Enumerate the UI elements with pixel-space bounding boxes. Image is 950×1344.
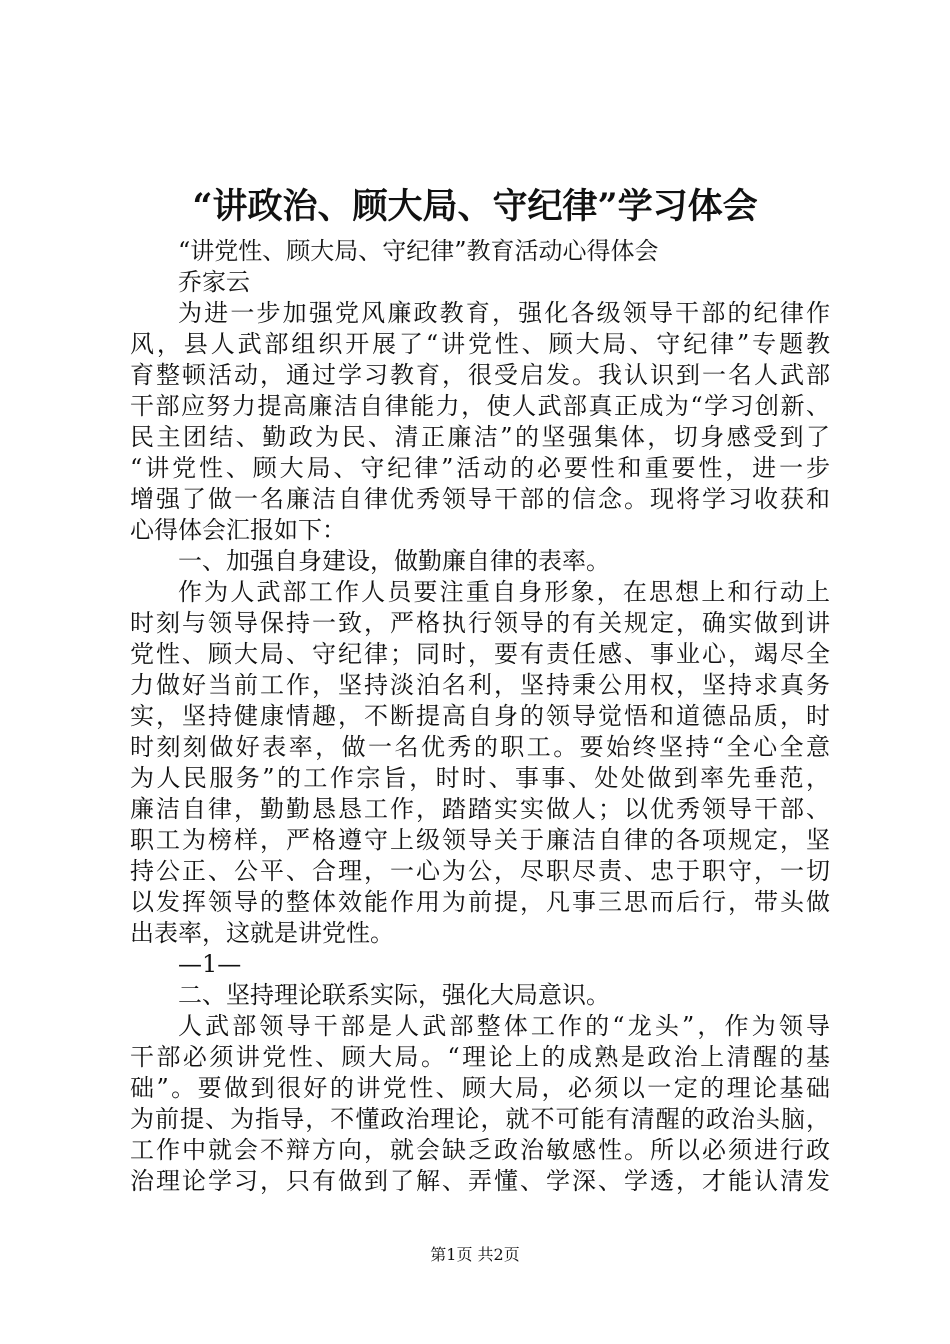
- text-line: 为进一步加强党风廉政教育，强化各级领导干部的纪律作: [178, 299, 830, 327]
- text-line: 风，县人武部组织开展了“讲党性、顾大局、守纪律”专题教: [130, 330, 830, 358]
- text-line: 人武部领导干部是人武部整体工作的“龙头”，作为领导: [178, 1012, 830, 1040]
- document-body: [130, 236, 830, 1197]
- text-line: 作为人武部工作人员要注重自身形象，在思想上和行动上: [178, 578, 830, 606]
- text-line: 廉洁自律，勤勤恳恳工作，踏踏实实做人；以优秀领导干部、: [130, 795, 830, 823]
- text-line: 党性、顾大局、守纪律；同时，要有责任感、事业心，竭尽全: [130, 640, 830, 668]
- text-line: 干部必须讲党性、顾大局。“理论上的成熟是政治上清醒的基: [130, 1043, 830, 1071]
- subtitle: “讲党性、顾大局、守纪律”教育活动心得体会: [178, 237, 659, 265]
- text-line: 为人民服务”的工作宗旨，时时、事事、处处做到率先垂范，: [130, 764, 830, 792]
- page-number-footer: 第1页 共2页: [430, 1245, 520, 1264]
- text-line: 时刻与领导保持一致，严格执行领导的有关规定，确实做到讲: [130, 609, 830, 637]
- text-line: 一、加强自身建设，做勤廉自律的表率。: [178, 547, 610, 575]
- text-line: —1—: [178, 950, 242, 978]
- text-line: 实，坚持健康情趣，不断提高自身的领导觉悟和道德品质，时: [130, 702, 830, 730]
- text-line: 增强了做一名廉洁自律优秀领导干部的信念。现将学习收获和: [130, 485, 830, 513]
- text-line: 持公正、公平、合理，一心为公，尽职尽责、忠于职守，一切: [130, 857, 830, 885]
- text-line: 育整顿活动，通过学习教育，很受启发。我认识到一名人武部: [130, 361, 830, 389]
- text-line: 治理论学习，只有做到了解、弄懂、学深、学透，才能认清发: [130, 1167, 830, 1195]
- text-line: 时刻刻做好表率，做一名优秀的职工。要始终坚持“全心全意: [130, 733, 830, 761]
- author-name: 乔家云: [178, 268, 250, 296]
- text-line: 心得体会汇报如下：: [130, 516, 346, 544]
- text-line: 工作中就会不辩方向，就会缺乏政治敏感性。所以必须进行政: [130, 1136, 830, 1164]
- text-line: 出表率，这就是讲党性。: [130, 919, 394, 947]
- text-line: 民主团结、勤政为民、清正廉洁”的坚强集体，切身感受到了: [130, 423, 830, 451]
- text-line: 以发挥领导的整体效能作用为前提，凡事三思而后行，带头做: [130, 888, 830, 916]
- text-line: 力做好当前工作，坚持淡泊名利，坚持秉公用权，坚持求真务: [130, 671, 830, 699]
- document-title: “讲政治、顾大局、守纪律”学习体会: [192, 186, 758, 227]
- text-line: 础”。要做到很好的讲党性、顾大局，必须以一定的理论基础: [130, 1074, 830, 1102]
- text-line: 二、坚持理论联系实际，强化大局意识。: [178, 981, 610, 1009]
- text-line: 干部应努力提高廉洁自律能力，使人武部真正成为“学习创新、: [130, 392, 830, 420]
- text-line: 职工为榜样，严格遵守上级领导关于廉洁自律的各项规定，坚: [130, 826, 830, 854]
- text-line: “讲党性、顾大局、守纪律”活动的必要性和重要性，进一步: [130, 454, 830, 482]
- text-line: 为前提、为指导，不懂政治理论，就不可能有清醒的政治头脑，: [130, 1105, 830, 1133]
